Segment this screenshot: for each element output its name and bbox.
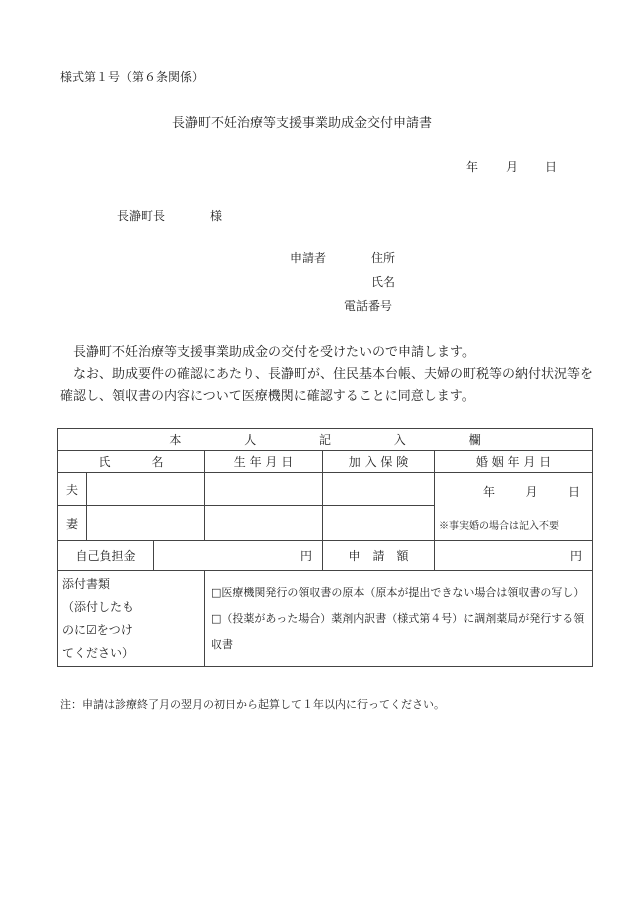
header-char: 欄: [468, 433, 481, 447]
marriage-ymd: [435, 483, 592, 500]
request-amount-unit: 円: [570, 549, 583, 563]
marriage-day: 日: [568, 485, 581, 499]
body-para1: 長瀞町不妊治療等支援事業助成金の交付を受けたいので申請します。: [73, 345, 475, 360]
phone-label: 電話番号: [344, 299, 393, 313]
body-para2: なお、助成要件の確認にあたり、長瀞町が、住民基本台帳、夫婦の町税等の納付状況等を確認し、領収書の内容について医療機関に確認することに同意します。: [60, 367, 594, 404]
header-char: 人: [244, 433, 257, 447]
marriage-year: 年: [483, 485, 496, 499]
personal-info-table: [57, 428, 593, 667]
row-label-wife: 妻: [58, 506, 87, 541]
attachment-checkbox-medication[interactable]: □（投薬があった場合）薬剤内訳書（様式第４号）に調剤薬局が発行する領収書: [211, 611, 585, 651]
self-pay-unit: 円: [299, 549, 312, 563]
request-amount-field[interactable]: [435, 541, 593, 571]
header-char: 入: [393, 433, 406, 447]
col-birth-header: 生 年 月 日: [205, 451, 323, 473]
self-pay-field[interactable]: [154, 541, 323, 571]
form-number: 様式第１号（第６条関係）: [60, 70, 205, 84]
attachments-label-line: のに☑をつけ: [62, 623, 133, 637]
applicant-label: 申請者: [290, 251, 327, 265]
col-name-header: [58, 451, 205, 473]
wife-insurance-field[interactable]: [323, 506, 435, 541]
attachment-checkbox-receipt[interactable]: □医療機関発行の領収書の原本（原本が提出できない場合は領収書の写し）: [211, 585, 585, 599]
row-label-husband: 夫: [58, 473, 87, 506]
body-text: [60, 342, 600, 408]
col-name-char: 氏: [98, 455, 111, 469]
husband-insurance-field[interactable]: [323, 473, 435, 506]
attachments-label-line: （添付したも: [62, 600, 135, 614]
header-char: 本: [169, 433, 182, 447]
col-insurance-header: 加 入 保 険: [323, 451, 435, 473]
husband-birth-field[interactable]: [205, 473, 323, 506]
table-header-cell: [58, 429, 593, 451]
footnote: 注：申請は診療終了月の翌月の初日から起算して１年以内に行ってください。: [60, 698, 445, 711]
wife-name-field[interactable]: [87, 506, 205, 541]
self-pay-label: 自己負担金: [58, 541, 154, 571]
date-day: 日: [545, 160, 558, 174]
col-name-char: 名: [151, 455, 164, 469]
attachments-label-line: 添付書類: [62, 577, 111, 591]
name-label: 氏名: [371, 275, 396, 289]
addressee-honorific: 様: [210, 209, 223, 223]
husband-name-field[interactable]: [87, 473, 205, 506]
header-char: 記: [318, 433, 331, 447]
wife-birth-field[interactable]: [205, 506, 323, 541]
marriage-date-cell[interactable]: [435, 473, 593, 541]
marriage-note: ※事実婚の場合は記入不要: [439, 521, 559, 532]
attachments-list: [205, 571, 593, 667]
date-month: 月: [506, 160, 519, 174]
addressee-name: 長瀞町長: [117, 209, 166, 223]
attachments-label-line: てください）: [62, 646, 135, 660]
date-year: 年: [466, 160, 479, 174]
document-title: 長瀞町不妊治療等支援事業助成金交付申請書: [172, 116, 433, 131]
request-amount-label: 申 請 額: [323, 541, 435, 571]
address-label: 住所: [371, 251, 396, 265]
marriage-month: 月: [525, 485, 538, 499]
col-marriage-header: 婚 姻 年 月 日: [435, 451, 593, 473]
attachments-label: [58, 571, 205, 667]
